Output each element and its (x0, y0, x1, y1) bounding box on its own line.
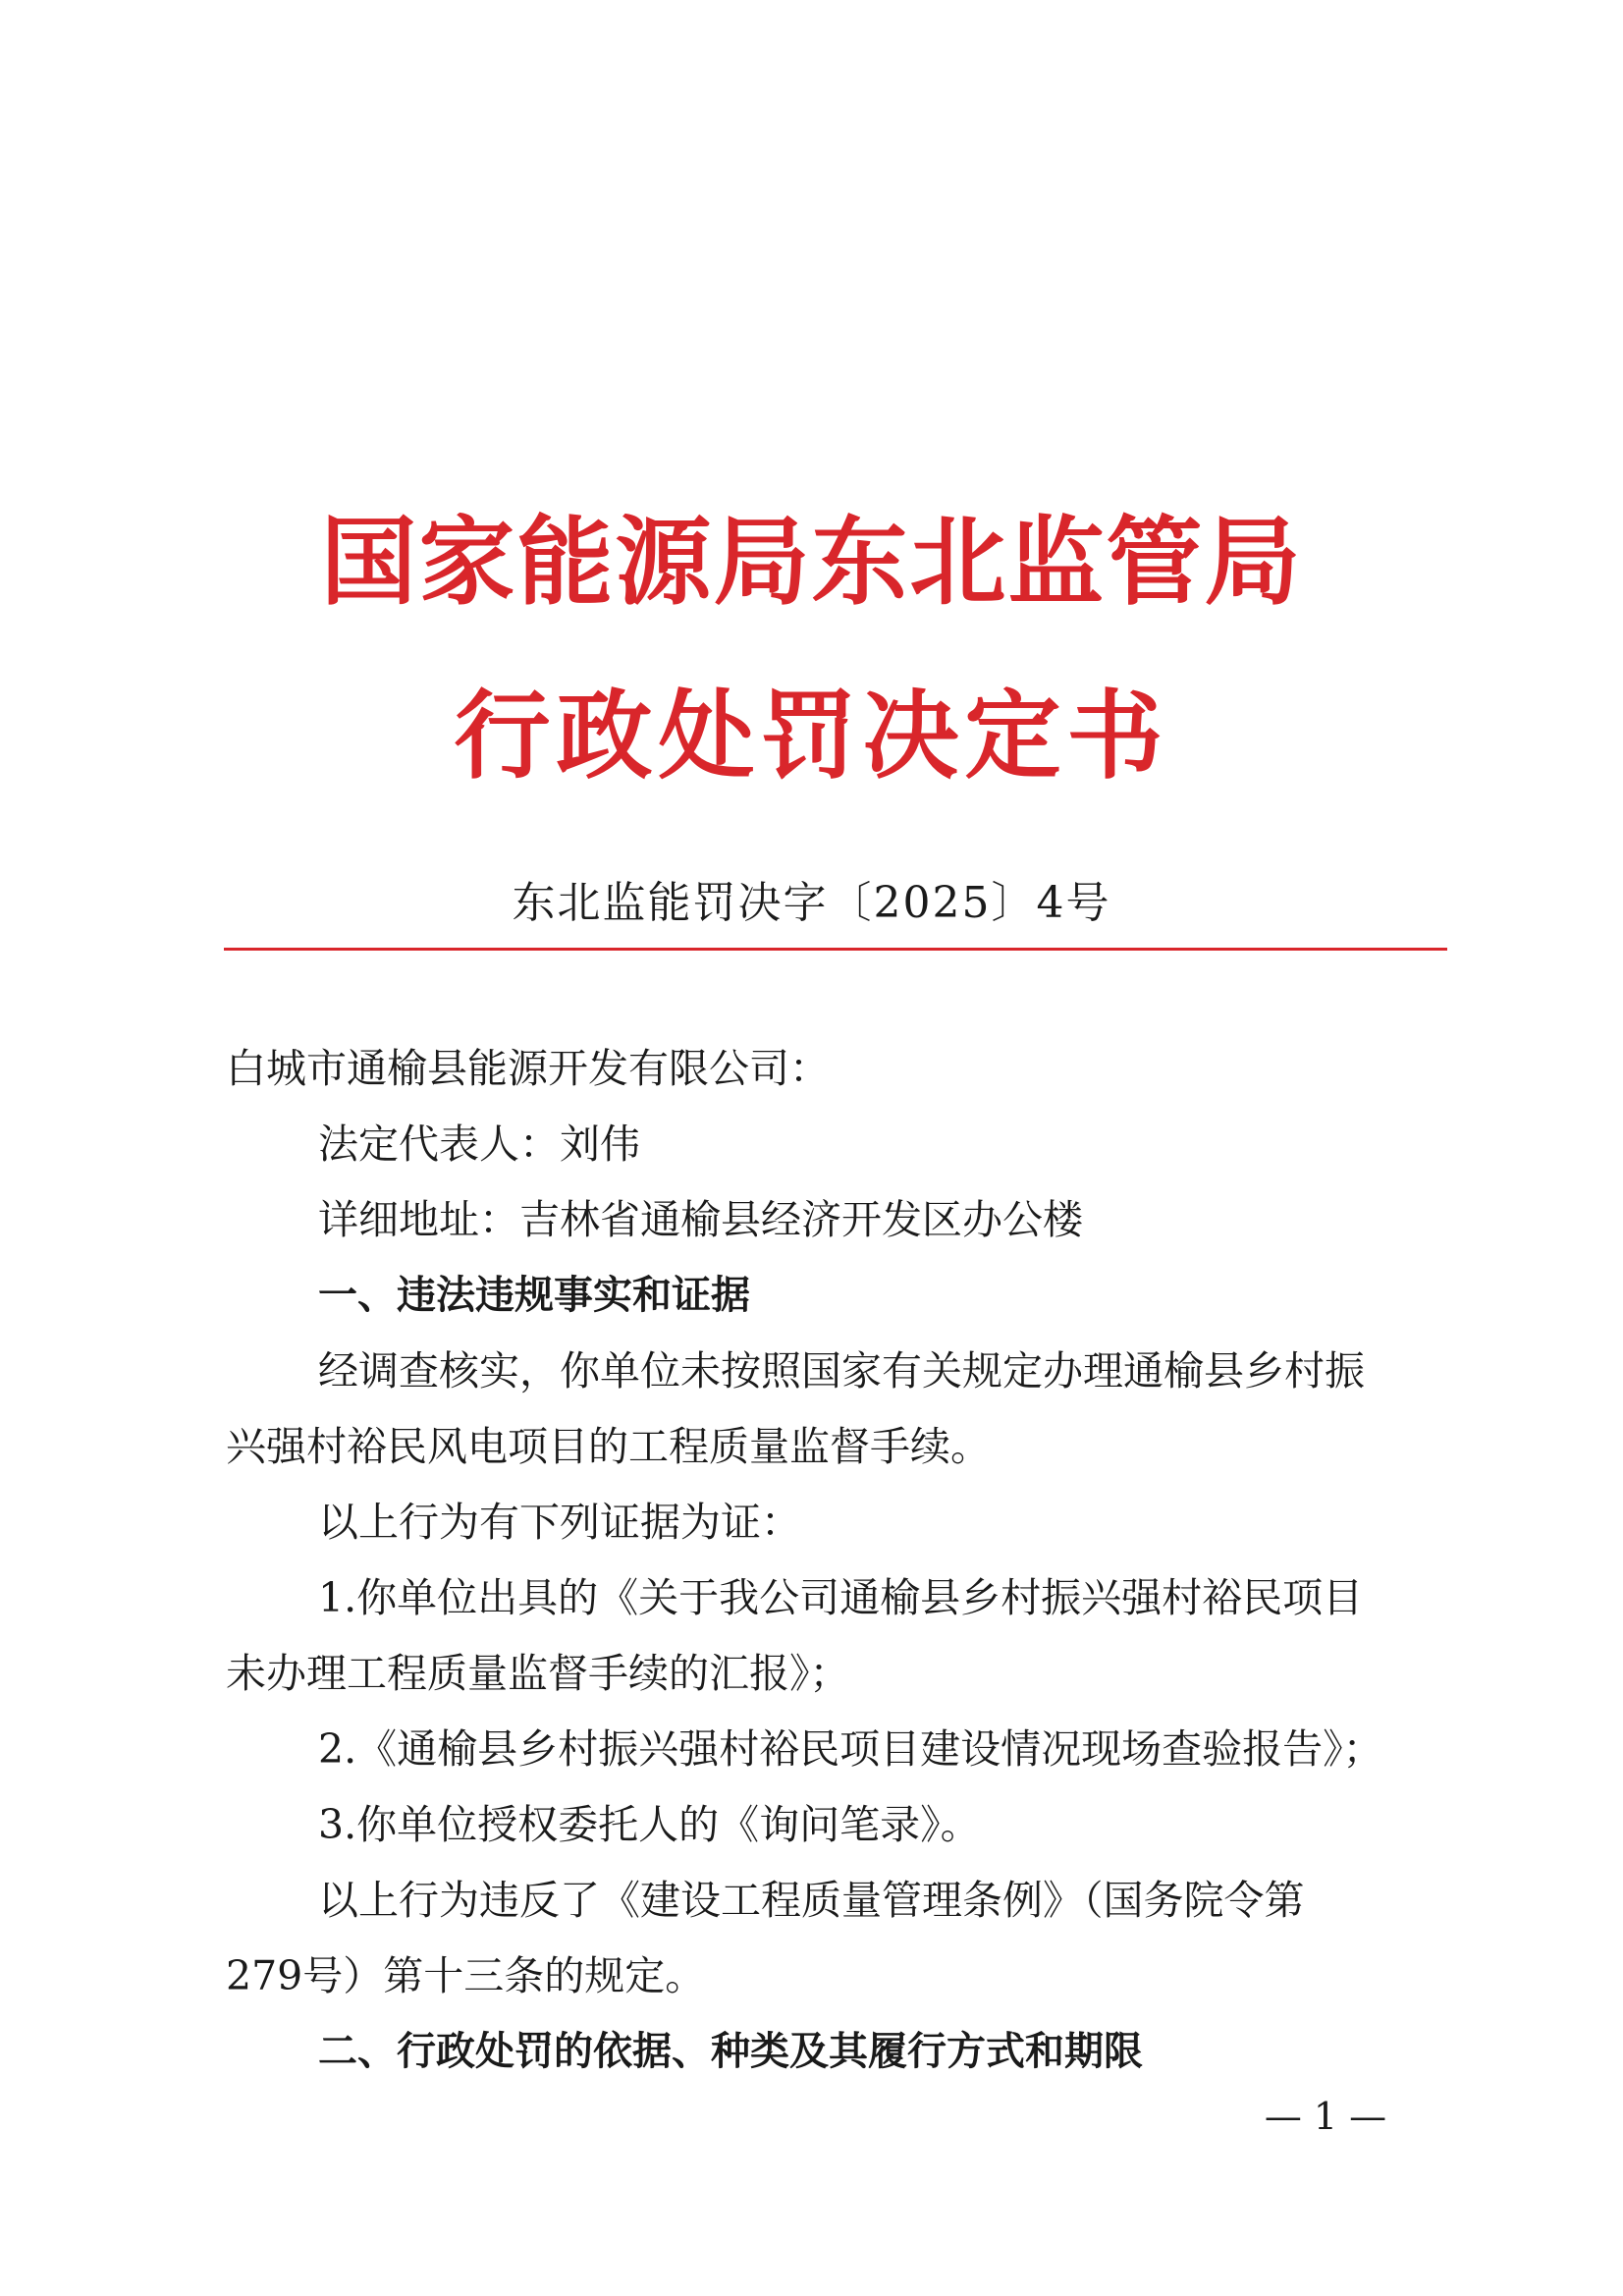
facts-paragraph-line2: 兴强村裕民风电项目的工程质量监督手续。 (226, 1423, 991, 1470)
facts-paragraph-line1: 经调查核实，你单位未按照国家有关规定办理通榆县乡村振 (318, 1347, 1365, 1394)
evidence-item-2: 2.《通榆县乡村振兴强村裕民项目建设情况现场查验报告》； (318, 1725, 1383, 1773)
evidence-item-3: 3.你单位授权委托人的《询问笔录》。 (318, 1801, 981, 1848)
document-number: 东北监能罚决字〔2025〕4号 (512, 878, 1111, 928)
recipient-company: 白城市通榆县能源开发有限公司： (226, 1045, 830, 1092)
evidence-intro: 以上行为有下列证据为证： (318, 1499, 801, 1546)
violation-paragraph-line1: 以上行为违反了《建设工程质量管理条例》（国务院令第 (318, 1877, 1305, 1924)
page-number: — 1 — (1264, 2095, 1387, 2138)
legal-representative: 法定代表人：刘伟 (318, 1121, 640, 1168)
section1-heading: 一、违法违规事实和证据 (318, 1273, 750, 1318)
document-body (226, 1031, 1443, 2090)
red-divider-line (224, 948, 1447, 951)
ink-mark (1232, 660, 1260, 672)
evidence-item-1-line2: 未办理工程质量监督手续的汇报》； (226, 1650, 850, 1697)
evidence-item-1-line1: 1.你单位出具的《关于我公司通榆县乡村振兴强村裕民项目 (318, 1574, 1364, 1621)
issuer-title: 国家能源局东北监管局 (320, 506, 1303, 619)
document-type-title: 行政处罚决定书 (454, 680, 1169, 793)
recipient-address: 详细地址：吉林省通榆县经济开发区办公楼 (318, 1196, 1083, 1243)
violation-paragraph-line2: 279号）第十三条的规定。 (226, 1952, 706, 1999)
section2-heading: 二、行政处罚的依据、种类及其履行方式和期限 (318, 2029, 1143, 2074)
